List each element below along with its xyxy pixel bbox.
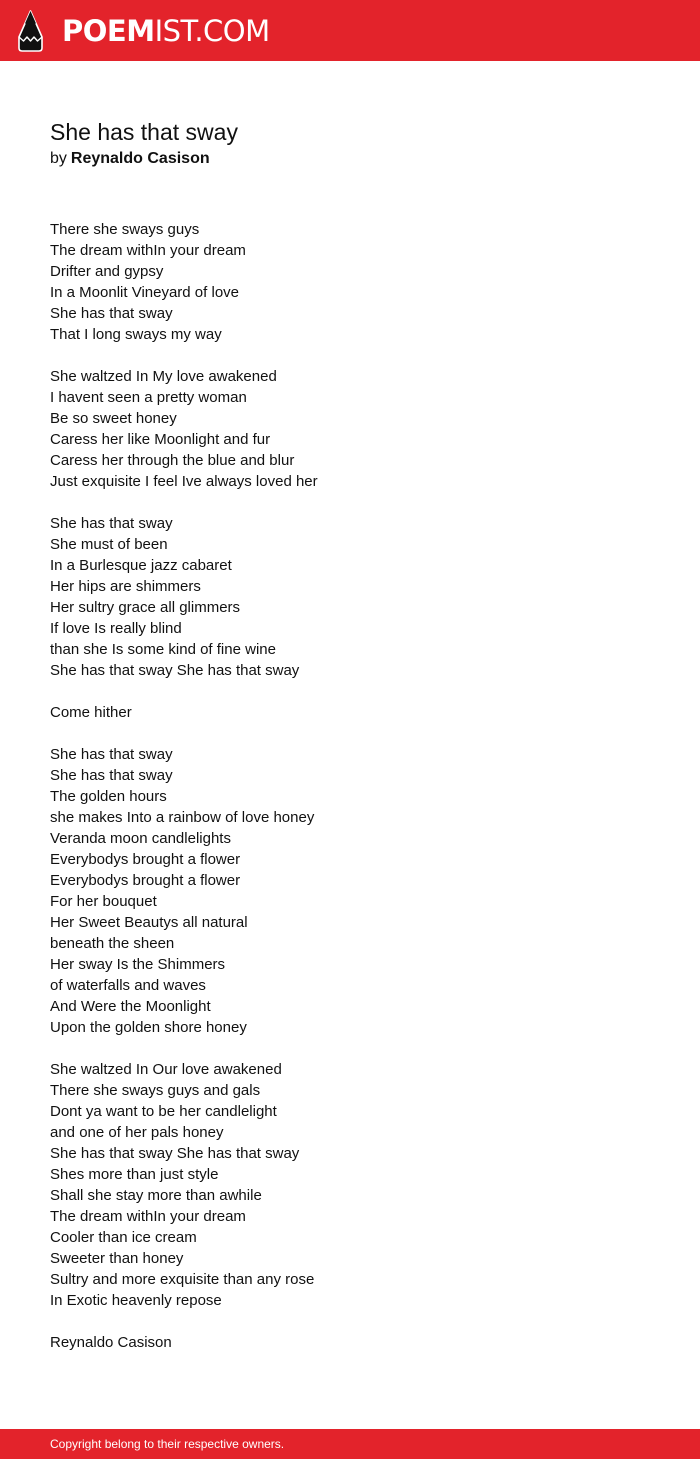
poem-line: That I long sways my way xyxy=(50,326,222,343)
poem-line: Reynaldo Casison xyxy=(50,1334,172,1351)
logo-light-text: IST.COM xyxy=(154,14,270,48)
poem-line: There she sways guys xyxy=(50,221,200,238)
poem-line: And Were the Moonlight xyxy=(50,998,211,1015)
poem-line: In a Burlesque jazz cabaret xyxy=(50,557,232,574)
poem-stanza xyxy=(50,744,650,1038)
poem-line: She waltzed In Our love awakened xyxy=(50,1061,282,1078)
poem-stanza xyxy=(50,219,650,345)
poem-line: The dream withIn your dream xyxy=(50,242,246,259)
poem-line: The dream withIn your dream xyxy=(50,1208,246,1225)
poem-line: Dont ya want to be her candlelight xyxy=(50,1103,277,1120)
poem-line: Everybodys brought a flower xyxy=(50,872,241,889)
poem-line: In a Moonlit Vineyard of love xyxy=(50,284,240,301)
poem-line: Caress her through the blue and blur xyxy=(50,452,295,469)
poem-line: She must of been xyxy=(50,536,168,553)
poem-line: Shall she stay more than awhile xyxy=(50,1187,262,1204)
copyright-text: Copyright belong to their respective owners. xyxy=(50,1437,285,1451)
poem-line: Just exquisite I feel Ive always loved her xyxy=(50,473,318,490)
poem-line: beneath the sheen xyxy=(50,935,175,952)
poem-line: than she Is some kind of fine wine xyxy=(50,641,276,658)
poem-stanza xyxy=(50,702,650,723)
poem-line: Be so sweet honey xyxy=(50,410,177,427)
poem-line: For her bouquet xyxy=(50,893,157,910)
site-header xyxy=(0,0,700,61)
poem-line: and one of her pals honey xyxy=(50,1124,224,1141)
poem-line: In Exotic heavenly repose xyxy=(50,1292,222,1309)
poem-line: Shes more than just style xyxy=(50,1166,219,1183)
poem-line: She has that sway She has that sway xyxy=(50,1145,300,1162)
poem-line: of waterfalls and waves xyxy=(50,977,206,994)
poem-line: Her Sweet Beautys all natural xyxy=(50,914,248,931)
poem-line: Drifter and gypsy xyxy=(50,263,164,280)
poem-byline xyxy=(50,148,210,170)
byline-label: by xyxy=(50,150,67,167)
logo-bold-text: POEM xyxy=(62,14,155,48)
poem-line: Everybodys brought a flower xyxy=(50,851,241,868)
poem-body xyxy=(50,219,650,1374)
poem-stanza xyxy=(50,1332,650,1353)
poem-line: Sultry and more exquisite than any rose xyxy=(50,1271,315,1288)
poem-title: She has that sway xyxy=(50,119,238,145)
author-name: Reynaldo Casison xyxy=(70,150,210,167)
poem-line: Her hips are shimmers xyxy=(50,578,201,595)
poem-line: She has that sway xyxy=(50,746,173,763)
poem-line: She has that sway xyxy=(50,515,173,532)
pencil-tip-icon xyxy=(18,10,43,52)
poem-line: Caress her like Moonlight and fur xyxy=(50,431,271,448)
poem-line: She waltzed In My love awakened xyxy=(50,368,277,385)
poem-line: There she sways guys and gals xyxy=(50,1082,261,1099)
poem-line: she makes Into a rainbow of love honey xyxy=(50,809,315,826)
poem-line: Upon the golden shore honey xyxy=(50,1019,247,1036)
poem-line: Come hither xyxy=(50,704,132,721)
poem-line: The golden hours xyxy=(50,788,167,805)
site-logo-link[interactable] xyxy=(18,10,270,52)
poem-line: She has that sway xyxy=(50,767,173,784)
poem-line: Her sultry grace all glimmers xyxy=(50,599,241,616)
poem-line: Veranda moon candlelights xyxy=(50,830,231,847)
poem-line: She has that sway She has that sway xyxy=(50,662,300,679)
site-footer xyxy=(0,1429,700,1459)
poem-line: If love Is really blind xyxy=(50,620,182,637)
poem-line: Sweeter than honey xyxy=(50,1250,184,1267)
poem-line: Cooler than ice cream xyxy=(50,1229,197,1246)
site-logo-text xyxy=(62,10,270,52)
poem-stanza xyxy=(50,366,650,492)
poem-stanza xyxy=(50,513,650,681)
poem-line: She has that sway xyxy=(50,305,173,322)
poem-line: I havent seen a pretty woman xyxy=(50,389,247,406)
poem-stanza xyxy=(50,1059,650,1311)
poem-line: Her sway Is the Shimmers xyxy=(50,956,226,973)
